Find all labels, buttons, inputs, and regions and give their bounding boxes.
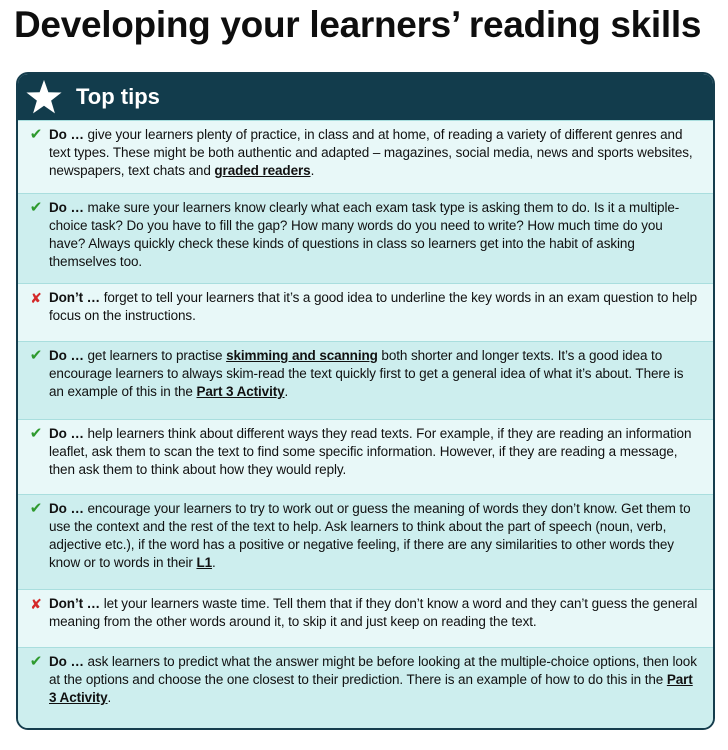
tip-lead: Do …	[49, 654, 84, 669]
tip-text-middle: both shorter and longer texts. It’s a good idea to encourage learners to always skim-read the text quickly first to get a general idea of what it’s about. There is an example of this in the	[49, 348, 684, 399]
tip-text-end: .	[212, 555, 216, 570]
tip-text: make sure your learners know clearly what each exam task type is asking them to do. Is it a multiple-choice task? Do you have to fill the gap? How many words do you need to write? How much time do you have? Always quickly check these kinds of questions in class so learners get into the habit of asking themselves too.	[49, 200, 680, 269]
checkmark-icon: ✔	[29, 347, 43, 364]
skimming-and-scanning-link[interactable]: skimming and scanning	[226, 348, 378, 363]
part-3-activity-link[interactable]: Part 3 Activity	[196, 384, 285, 399]
tip-text-end: .	[284, 384, 289, 399]
checkmark-icon: ✔	[29, 199, 43, 216]
cross-icon: ✘	[30, 596, 42, 612]
tip-item	[18, 193, 713, 283]
panel-title: Top tips	[76, 84, 160, 109]
tip-lead: Do …	[49, 348, 84, 363]
checkmark-icon: ✔	[29, 653, 43, 670]
tip-text: get learners to practise	[83, 348, 227, 363]
tip-text-end: .	[107, 690, 112, 705]
tip-item	[18, 589, 713, 647]
checkmark-icon: ✔	[29, 126, 43, 143]
tip-text: give your learners plenty of practice, in class and at home, of reading a variety of different genres and text types. These might be both authentic and adapted – magazines, social media, news and sports websites, newspapers, text chats and	[49, 127, 693, 178]
star-icon	[25, 78, 63, 116]
tip-item	[18, 419, 713, 494]
checkmark-icon: ✔	[29, 500, 43, 517]
part-3-activity-link[interactable]: Part 3 Activity	[49, 672, 693, 705]
tip-item	[18, 283, 713, 341]
tip-text: encourage your learners to try to work out or guess the meaning of words they don’t know. Get them to use the context and the rest of the text to help. Ask learners to think about the part of speech (noun, verb, adjective etc.), if the word has a positive or negative feeling, if there are any similarities to other words they know or to words in their	[49, 501, 691, 570]
tip-item	[18, 120, 713, 193]
page-title: Developing your learners’ reading skills	[14, 4, 702, 45]
tip-item	[18, 647, 713, 730]
tip-item	[18, 341, 713, 419]
tip-lead: Do …	[49, 200, 84, 215]
panel-header	[18, 74, 713, 120]
checkmark-icon: ✔	[29, 425, 43, 442]
top-tips-panel	[16, 72, 715, 730]
tip-text: help learners think about different ways they read texts. For example, if they are reading an information leaflet, ask them to scan the text to find some specific information. However, if they are reading a message, then ask them to think about how they would reply.	[49, 426, 692, 477]
tip-text-end: .	[310, 163, 315, 178]
cross-icon: ✘	[30, 290, 42, 306]
tip-lead: Do …	[49, 426, 84, 441]
tip-text: let your learners waste time. Tell them that if they don’t know a word and they can’t guess the general meaning from the other words around it, to skip it and just keep on reading the text.	[49, 596, 698, 629]
l1-link[interactable]: L1	[196, 555, 213, 570]
graded-readers-link[interactable]: graded readers	[214, 163, 311, 178]
tip-text: ask learners to predict what the answer might be before looking at the multiple-choice options, then look at the options and choose the one closest to their prediction. There is an example of how to do this in the	[49, 654, 697, 687]
tip-lead: Don’t …	[49, 596, 101, 611]
tip-lead: Don’t …	[49, 290, 101, 305]
tip-lead: Do …	[49, 127, 84, 142]
tip-text: forget to tell your learners that it’s a good idea to underline the key words in an exam question to help focus on the instructions.	[49, 290, 698, 323]
tip-lead: Do …	[49, 501, 84, 516]
tip-item	[18, 494, 713, 589]
